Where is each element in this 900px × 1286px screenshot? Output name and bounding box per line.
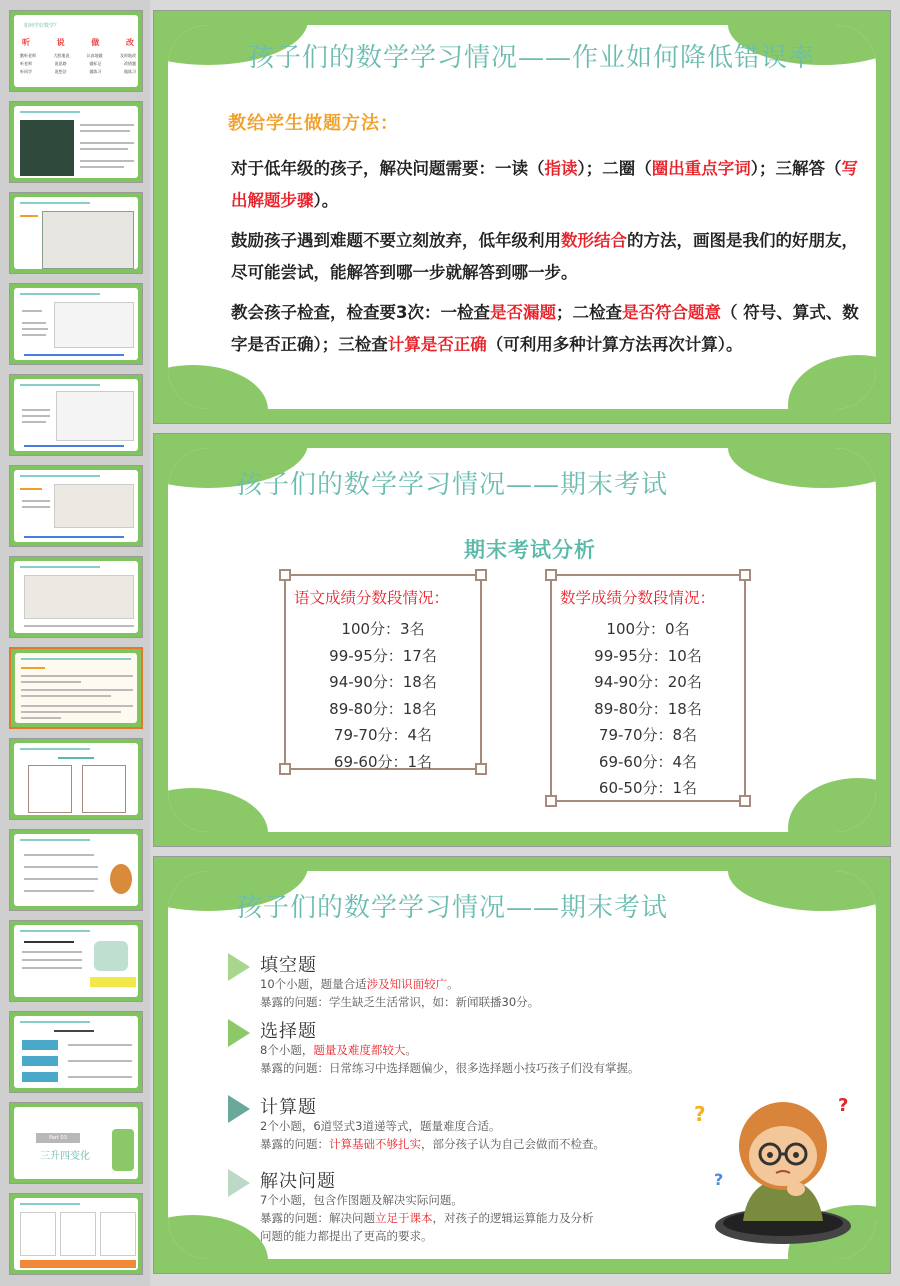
slide-thumbnail-3[interactable] xyxy=(9,192,143,274)
thumbnail-title-line xyxy=(20,566,100,568)
thumbnail-title-line xyxy=(20,930,90,932)
score-row: 79-70分：8名 xyxy=(598,726,698,744)
thumbnail-text-line xyxy=(80,160,134,162)
thumbnail-title-line xyxy=(20,475,100,477)
thumbnail-note-line xyxy=(24,536,124,538)
thumbnail-text-line xyxy=(21,711,121,713)
decor-blob xyxy=(168,1215,268,1259)
thumbnail-text-line xyxy=(21,675,133,677)
score-row: 89-80分：18名 xyxy=(329,699,437,718)
thumbnail-subtitle-line xyxy=(20,215,38,217)
thumbnail-text: 做练习 xyxy=(123,69,136,74)
thumbnail-tag xyxy=(22,1040,58,1050)
thumbnail-canvas xyxy=(14,379,138,451)
chinese-score-heading: 语文成绩分数段情况： xyxy=(294,589,450,607)
thumbnail-text-line xyxy=(24,854,94,856)
thumbnail-canvas xyxy=(14,743,138,815)
thumbnail-text-line xyxy=(80,130,130,132)
thumbnail-title-line xyxy=(20,748,90,750)
thumbnail-text-line xyxy=(22,310,42,312)
thumbnail-text: 说想法 xyxy=(54,69,67,74)
math-score-list xyxy=(552,616,744,802)
thumbnail-text-line xyxy=(68,1076,132,1078)
slide-thumbnail-panel[interactable] xyxy=(0,0,150,1286)
slide-thumbnail-5[interactable] xyxy=(9,374,143,456)
thumbnail-word: 改 xyxy=(125,38,134,47)
question-problem xyxy=(260,1210,594,1226)
detail-text: 。 xyxy=(405,1043,417,1057)
question-type-name: 选择题 xyxy=(260,1021,317,1042)
thumbnail-text-line xyxy=(24,890,94,892)
highlight-text: 是否符合题意 xyxy=(621,303,721,322)
thumbnail-box xyxy=(20,1212,56,1256)
thumbnail-text-line xyxy=(22,506,50,508)
thumbnail-text-line xyxy=(22,959,82,961)
thumbnail-canvas xyxy=(14,561,138,633)
eye-right xyxy=(793,1152,799,1158)
thumbnail-canvas xyxy=(14,106,138,178)
chinese-score-frame xyxy=(284,574,482,770)
slide-thumbnail-12[interactable] xyxy=(9,1011,143,1093)
thumbnail-canvas xyxy=(14,15,138,87)
thumbnail-text: 说思路 xyxy=(54,61,67,66)
decor-blob xyxy=(788,778,876,832)
body-text: ）；二圈（ xyxy=(577,159,652,178)
highlight-text: 计算是否正确 xyxy=(387,335,487,354)
thumbnail-text-line xyxy=(24,878,98,880)
slide-card xyxy=(168,871,876,1259)
thumbnail-canvas xyxy=(14,1016,138,1088)
body-text: ；二检查 xyxy=(555,303,622,322)
thumbnail-photo xyxy=(54,484,134,528)
thumbnail-photo xyxy=(24,575,134,619)
eye-left xyxy=(767,1152,773,1158)
body-text: 对于低年级的孩子，解决问题需要：一读（ xyxy=(231,159,545,178)
thumbnail-text-line xyxy=(22,415,50,417)
slide-thumbnail-7[interactable] xyxy=(9,556,143,638)
thumbnail-text: 做标记 xyxy=(89,61,102,66)
slide-body xyxy=(231,153,861,369)
thumbnail-section-title: 三升四变化 xyxy=(40,1151,90,1162)
highlight-text: 立足于课本 xyxy=(375,1211,433,1225)
thumbnail-text-line xyxy=(22,967,82,969)
detail-text: 暴露的问题：解决问题 xyxy=(260,1211,375,1225)
thumbnail-text-line xyxy=(21,689,133,691)
triangle-bullet-icon xyxy=(228,953,250,981)
slide-title: 孩子们的数学学习情况——期末考试 xyxy=(236,893,669,923)
triangle-bullet-icon xyxy=(228,1019,250,1047)
thumbnail-text-line xyxy=(22,322,46,324)
thumbnail-text: 及时地改 xyxy=(119,53,136,58)
slide-card xyxy=(168,25,876,409)
question-detail: 7个小题，包含作图题及解决实际问题。 xyxy=(260,1193,463,1207)
frame-corner xyxy=(279,569,291,581)
question-problem-continued: 问题的能力都提出了更高的要求。 xyxy=(260,1229,433,1243)
thumbnail-canvas xyxy=(14,288,138,360)
highlight-text: 是否漏题 xyxy=(489,303,556,322)
thumbnail-title: 如何学好数学？ xyxy=(24,23,60,29)
thumbnail-text-line xyxy=(22,328,48,330)
triangle-bullet-icon xyxy=(228,1095,250,1123)
math-score-frame xyxy=(550,574,746,802)
thumbnail-photo xyxy=(56,391,134,441)
score-row: 94-90分：18名 xyxy=(329,673,437,691)
score-row: 69-60分：4名 xyxy=(598,752,698,771)
boy-hand xyxy=(787,1182,805,1196)
question-problem: 暴露的问题：日常练习中选择题偏少，很多选择题小技巧孩子们没有掌握。 xyxy=(260,1061,640,1075)
thumbnail-title-line xyxy=(20,202,90,204)
thumbnail-title-line xyxy=(20,111,80,113)
slide-card xyxy=(168,448,876,832)
thumbnail-text-line xyxy=(22,421,46,423)
question-detail: 2个小题，6道竖式3道递等式，题量难度合适。 xyxy=(260,1119,501,1133)
detail-text: ，部分孩子认为自己会做而不检查。 xyxy=(421,1137,605,1151)
thumbnail-text-line xyxy=(68,1060,132,1062)
highlight-text: 数形结合 xyxy=(561,231,627,250)
score-row: 89-80分：18名 xyxy=(594,699,702,718)
thumbnail-text-line xyxy=(80,124,134,126)
math-score-heading: 数学成绩分数段情况： xyxy=(560,589,716,607)
decor-blob xyxy=(168,365,268,409)
thumbnail-text: 认真地做 xyxy=(86,53,103,58)
score-row: 100分：0名 xyxy=(606,620,690,638)
thinking-boy-illustration xyxy=(688,1061,876,1259)
slide-title: 孩子们的数学学习情况——作业如何降低错误率 xyxy=(248,43,816,73)
question-mark-red-icon: ? xyxy=(838,1095,849,1116)
slide-thumbnail-6[interactable] xyxy=(9,465,143,547)
body-text: （ 符号、算式、数字是否正确）；三检查 xyxy=(231,303,859,354)
slide-thumbnail-13[interactable] xyxy=(9,1102,143,1184)
slide-3[interactable] xyxy=(153,856,891,1274)
thumbnail-canvas xyxy=(14,470,138,542)
body-text: 鼓励孩子遇到难题不要立刻放弃，低年级利用 xyxy=(231,231,561,250)
thumbnail-text: 做练习 xyxy=(89,69,102,74)
thumbnail-character xyxy=(110,864,132,894)
section-subtitle: 教给学生做题方法： xyxy=(228,113,399,134)
chinese-score-list xyxy=(286,616,480,775)
frame-corner xyxy=(545,569,557,581)
thumbnail-canvas xyxy=(15,653,137,723)
thumbnail-word: 听 xyxy=(22,38,30,47)
decor-blob xyxy=(728,448,876,488)
thumbnail-note-line xyxy=(24,354,124,356)
thumbnail-title-line xyxy=(20,384,100,386)
body-text: （可利用多种计算方法再次计算）。 xyxy=(486,335,743,354)
thumbnail-title-line xyxy=(21,658,131,660)
thumbnail-text: 听同学 xyxy=(20,69,32,74)
section-subtitle: 期末考试分析 xyxy=(464,538,596,562)
thumbnail-canvas xyxy=(14,197,138,269)
thumbnail-frame xyxy=(28,765,72,813)
thumbnail-canvas xyxy=(14,1198,138,1270)
thumbnail-subtitle-line xyxy=(21,667,45,669)
thumbnail-text-line xyxy=(24,866,98,868)
thumbnail-text: 大胆地说 xyxy=(53,53,70,58)
thumbnail-text-line xyxy=(80,166,124,168)
slide-1[interactable] xyxy=(153,10,891,424)
body-text: ）；三解答（ xyxy=(750,159,842,178)
thumbnail-text-line xyxy=(22,951,82,953)
thumbnail-text: 听老师 xyxy=(20,61,32,66)
thumbnail-banner xyxy=(20,1260,136,1268)
thumbnail-keywords xyxy=(22,37,134,48)
thumbnail-text-line xyxy=(80,148,128,150)
thumbnail-image xyxy=(94,941,128,971)
thumbnail-photo xyxy=(20,120,74,176)
question-detail xyxy=(260,1042,417,1058)
thumbnail-subtitle-line xyxy=(58,757,94,759)
thumbnail-title-line xyxy=(20,839,90,841)
thumbnail-word: 做 xyxy=(91,38,100,47)
score-row: 69-60分：1名 xyxy=(333,752,433,771)
slide-thumbnail-2[interactable] xyxy=(9,101,143,183)
thumbnail-canvas xyxy=(14,1107,138,1179)
thumbnail-photo xyxy=(42,211,134,269)
paragraph-reading-method xyxy=(231,153,861,217)
thumbnail-text-line xyxy=(80,142,134,144)
score-row: 94-90分：20名 xyxy=(594,673,702,691)
thumbnail-note-line xyxy=(24,445,124,447)
thumbnail-text: 改错题 xyxy=(123,61,136,66)
detail-text: 暴露的问题： xyxy=(260,1137,329,1151)
thumbnail-text-line xyxy=(68,1044,132,1046)
slide-thumbnail-11[interactable] xyxy=(9,920,143,1002)
thumbnail-text-line xyxy=(22,409,50,411)
thumbnail-tag xyxy=(22,1072,58,1082)
thumbnail-heading-line xyxy=(24,941,74,943)
body-text: 教会孩子检查，检查要3次：一检查 xyxy=(231,303,490,322)
score-row: 99-95分：17名 xyxy=(329,646,437,665)
thumbnail-part-badge: Part 03 xyxy=(36,1133,80,1143)
thumbnail-row xyxy=(20,69,136,75)
triangle-bullet-icon xyxy=(228,1169,250,1197)
thumbnail-text-line xyxy=(21,681,81,683)
frame-corner xyxy=(475,569,487,581)
decor-blob xyxy=(728,871,876,911)
thumbnail-canvas xyxy=(14,925,138,997)
detail-text: 10个小题，题量合适 xyxy=(260,977,367,991)
paragraph-encouragement xyxy=(231,225,861,289)
thumbnail-text-line xyxy=(24,625,134,627)
question-type-name: 解决问题 xyxy=(260,1171,336,1192)
thumbnail-subtitle-line xyxy=(20,488,42,490)
detail-text: ，对孩子的逻辑运算能力及分析 xyxy=(432,1211,594,1225)
slide-thumbnail-10[interactable] xyxy=(9,829,143,911)
thumbnail-title-line xyxy=(20,1021,90,1023)
highlight-text: 计算基础不够扎实 xyxy=(329,1137,421,1151)
score-row: 100分：3名 xyxy=(341,620,425,638)
thumbnail-word: 说 xyxy=(56,38,65,47)
thumbnail-box xyxy=(100,1212,136,1256)
thumbnail-highlight xyxy=(90,977,136,987)
thumbnail-title-line xyxy=(20,293,100,295)
question-problem xyxy=(260,1136,605,1152)
score-row: 79-70分：4名 xyxy=(333,726,433,744)
question-mark-yellow-icon: ? xyxy=(694,1102,706,1126)
question-type-name: 计算题 xyxy=(260,1097,317,1118)
thumbnail-row xyxy=(20,53,136,59)
question-type-name: 填空题 xyxy=(260,955,317,976)
slide-thumbnail-4[interactable] xyxy=(9,283,143,365)
highlight-text: 涉及知识面较广 xyxy=(366,977,448,991)
highlight-text: 写出解题步骤 xyxy=(231,159,858,210)
thumbnail-illustration xyxy=(112,1129,134,1171)
question-problem: 暴露的问题：学生缺乏生活常识，如：新闻联播30分。 xyxy=(260,995,540,1009)
body-text: ）。 xyxy=(313,191,339,210)
score-row: 60-50分：1名 xyxy=(598,779,698,797)
slide-thumbnail-1[interactable] xyxy=(9,10,143,92)
question-mark-blue-icon: ? xyxy=(714,1170,724,1189)
detail-text: 8个小题， xyxy=(260,1043,314,1057)
thumbnail-text: 勤听老师 xyxy=(20,53,36,58)
question-detail xyxy=(260,976,459,992)
detail-text: 。 xyxy=(447,977,459,991)
thumbnail-text-line xyxy=(21,695,111,697)
frame-corner xyxy=(739,569,751,581)
thumbnail-row xyxy=(20,61,136,67)
slide-title: 孩子们的数学学习情况——期末考试 xyxy=(236,470,669,500)
highlight-text: 圈出重点字词 xyxy=(651,159,751,178)
highlight-text: 指读 xyxy=(544,159,578,178)
decor-blob xyxy=(168,788,268,832)
slide-thumbnail-8-active[interactable] xyxy=(9,647,143,729)
slide-thumbnail-14[interactable] xyxy=(9,1193,143,1275)
body-text: 的方法，画图是我们的好朋友，尽可能尝试，能解答到哪一步就解答到哪一步。 xyxy=(231,231,858,282)
thumbnail-text-line xyxy=(22,334,46,336)
thumbnail-box xyxy=(60,1212,96,1256)
thumbnail-tag xyxy=(22,1056,58,1066)
paragraph-checking xyxy=(231,297,861,361)
thumbnail-photo xyxy=(54,302,134,348)
thumbnail-title-line xyxy=(20,1203,80,1205)
thumbnail-text-line xyxy=(21,705,133,707)
highlight-text: 题量及难度都较大 xyxy=(313,1043,406,1057)
thumbnail-text-line xyxy=(21,717,61,719)
thumbnail-canvas xyxy=(14,834,138,906)
slide-2[interactable] xyxy=(153,433,891,847)
thumbnail-text-line xyxy=(22,500,50,502)
thumbnail-frame xyxy=(82,765,126,813)
score-row: 99-95分：10名 xyxy=(594,646,702,665)
slide-thumbnail-9[interactable] xyxy=(9,738,143,820)
thumbnail-subtitle-line xyxy=(54,1030,94,1032)
